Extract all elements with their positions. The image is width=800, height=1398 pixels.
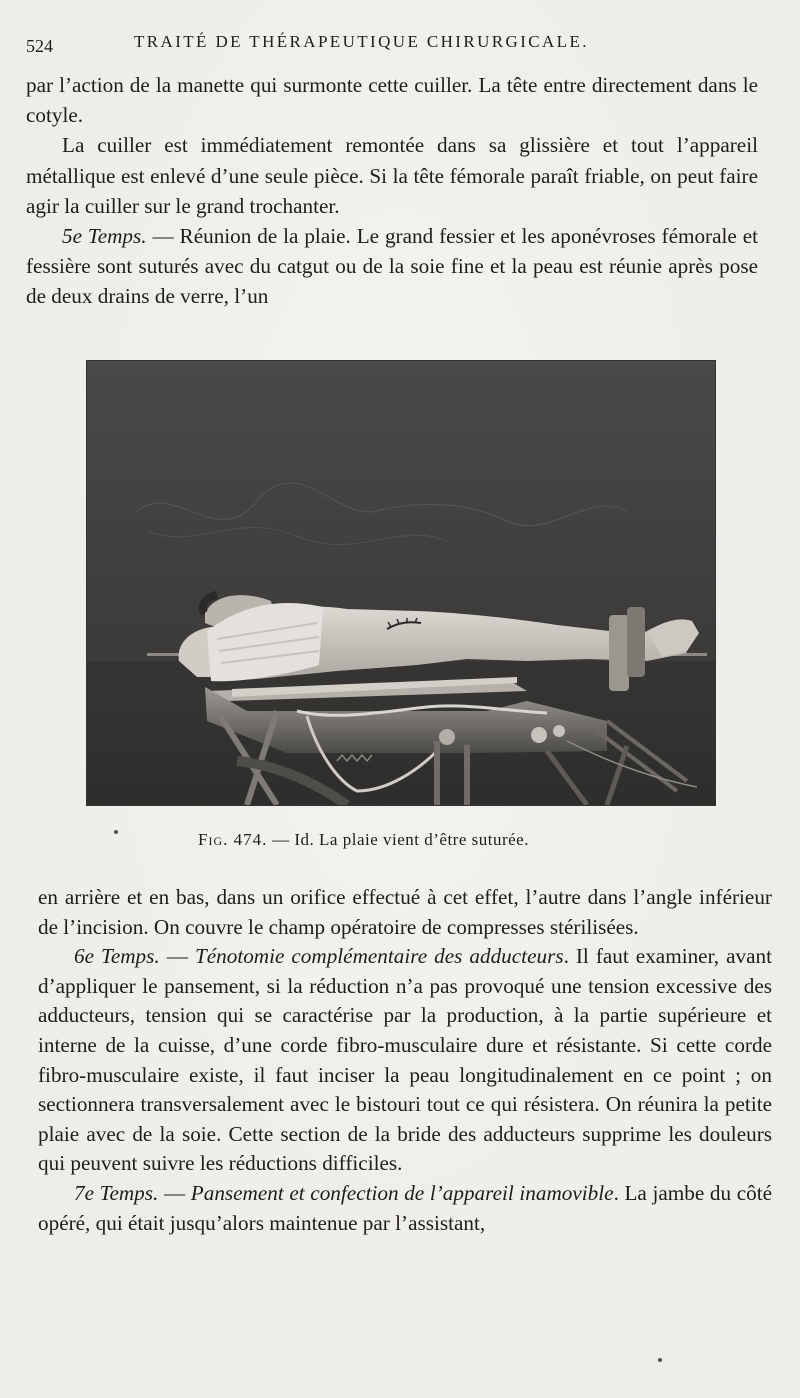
step-title: Ténotomie complémentaire des adducteurs (194, 944, 564, 969)
print-speck (114, 830, 118, 834)
paragraph: La cuiller est immédiatement remontée dans sa glissière et tout l’appareil métallique est enlevé d’une seule pièce. Si la tête fémorale paraît friable, on peut faire agir la cuiller sur le grand trochanter. (26, 133, 758, 218)
print-speck (658, 1358, 662, 1362)
paragraph (26, 221, 758, 312)
figure-label: Fig. 474. (198, 830, 268, 849)
bottom-text (38, 883, 772, 1238)
figure-caption-text: — Id. La plaie vient d’être suturée. (267, 830, 529, 849)
dash: — (158, 1180, 191, 1205)
paragraph (38, 1179, 772, 1238)
top-text (26, 70, 758, 312)
step-label: 6e Temps. (74, 944, 160, 969)
step-title: Pansement et confection de l’appareil inamovible (190, 1180, 614, 1205)
dash: — (159, 944, 195, 969)
paragraph: en arrière et en bas, dans un orifice effectué à cet effet, l’autre dans l’angle inférieur de l’incision. On couvre le champ opératoire de compresses stérilisées. (38, 885, 772, 939)
paragraph (38, 942, 772, 1179)
figure-caption (198, 830, 618, 850)
running-head (26, 32, 770, 56)
paragraph: par l’action de la manette qui surmonte cette cuiller. La tête entre directement dans le cotyle. (26, 73, 758, 128)
paragraph-text: . La jambe du côté opéré, qui était jusqu’alors maintenue par l’assistant, (38, 1180, 772, 1235)
running-title: TRAITÉ DE THÉRAPEUTIQUE CHIRURGICALE. (134, 32, 589, 51)
page-number: 524 (26, 36, 53, 56)
surgery-photograph (86, 360, 716, 806)
paragraph-text: — Réunion de la plaie. Le grand fessier et les aponévroses fémorale et fessière sont suturés avec du catgut ou de la soie fine et la peau est réunie après pose de deux drains de verre, l’un (26, 224, 758, 309)
paragraph-text: . Il faut examiner, avant d’appliquer le pansement, si la réduction n’a pas provoqué une tension excessive des adducteurs, tension qui se caractérise par la production, à la partie supérieure et interne de la cuisse, d’une corde fibro-musculaire dure et résistante. Si cette corde fibro-musculaire existe, il faut inciser la peau longitudinalement en ce point ; on sectionnera transversalement avec le bistouri tout ce qui résistera. On réunira la petite plaie avec de la soie. Cette section de la bride des adducteurs supprime les douleurs qui peuvent suivre les réductions difficiles. (38, 944, 772, 1176)
photograph-illustration (87, 361, 715, 805)
step-label: 7e Temps. (74, 1180, 159, 1205)
step-label: 5e Temps. (62, 224, 147, 249)
